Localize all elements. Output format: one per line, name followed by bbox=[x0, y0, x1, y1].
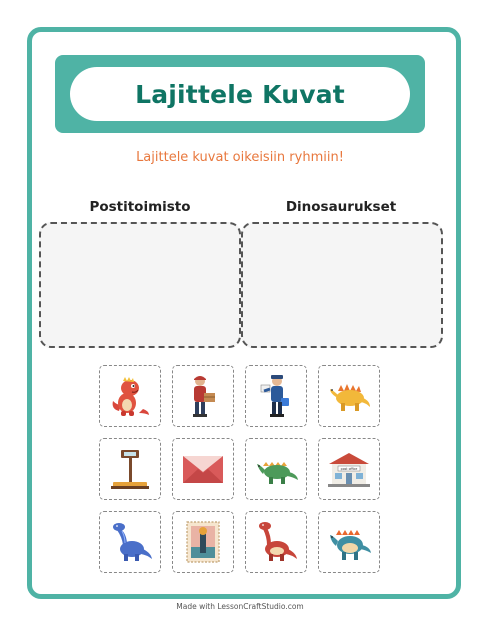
card-mail-carrier-package[interactable] bbox=[172, 365, 234, 427]
instruction-text: Lajittele kuvat oikeisiin ryhmiin! bbox=[136, 150, 344, 165]
group-label-dinosaurs: Dinosaurukset bbox=[285, 199, 397, 215]
worksheet-title: Lajittele Kuvat bbox=[135, 79, 345, 109]
stegosaurus-icon bbox=[324, 371, 374, 421]
card-parcel-scale[interactable] bbox=[99, 438, 161, 500]
drop-zone-post-office[interactable] bbox=[39, 222, 241, 348]
blue-long-neck-dinosaur-icon bbox=[105, 517, 155, 567]
postage-stamp-icon bbox=[178, 517, 228, 567]
envelope-icon bbox=[178, 444, 228, 494]
footer-credit: Made with LessonCraftStudio.com bbox=[176, 602, 304, 611]
parcel-scale-icon bbox=[105, 444, 155, 494]
green-dinosaur-icon bbox=[251, 444, 301, 494]
card-green-dinosaur[interactable] bbox=[245, 438, 307, 500]
card-envelope[interactable] bbox=[172, 438, 234, 500]
card-postage-stamp[interactable] bbox=[172, 511, 234, 573]
card-blue-long-neck-dinosaur[interactable] bbox=[99, 511, 161, 573]
card-postman-letter[interactable] bbox=[245, 365, 307, 427]
card-post-office-building[interactable] bbox=[318, 438, 380, 500]
red-baby-dinosaur-icon bbox=[105, 371, 155, 421]
card-stegosaurus[interactable] bbox=[318, 365, 380, 427]
drop-zone-dinosaurs[interactable] bbox=[241, 222, 443, 348]
group-label-post-office: Postitoimisto bbox=[89, 199, 191, 215]
post-office-sign: post office bbox=[340, 467, 358, 471]
teal-spiky-dinosaur-icon bbox=[324, 517, 374, 567]
title-pill bbox=[70, 67, 410, 121]
post-office-building-icon bbox=[324, 444, 374, 494]
card-red-baby-dinosaur[interactable] bbox=[99, 365, 161, 427]
card-teal-spiky-dinosaur[interactable] bbox=[318, 511, 380, 573]
red-long-neck-dinosaur-icon bbox=[251, 517, 301, 567]
card-red-long-neck-dinosaur[interactable] bbox=[245, 511, 307, 573]
postman-with-letter-icon bbox=[251, 371, 301, 421]
mail-carrier-with-package-icon bbox=[178, 371, 228, 421]
